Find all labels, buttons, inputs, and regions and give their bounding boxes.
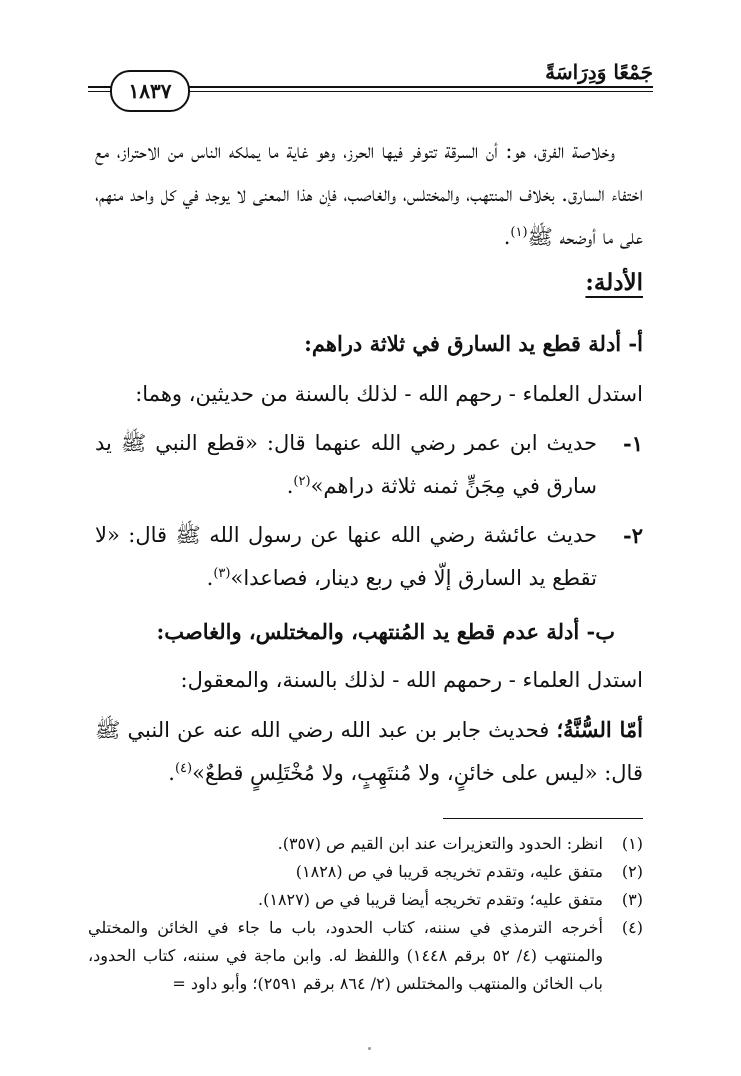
footnote-number: (٢)	[621, 862, 643, 881]
paragraph-end: .	[503, 225, 511, 249]
footnote-text: متفق عليه؛ وتقدم تخريجه أيضا قريبا في ص (١٨٢٧).	[258, 890, 603, 909]
paragraph-text: وخلاصة الفرق، هو: أن السرقة تتوفر فيها الحرز، وهو غاية ما يملكه الناس من الاحتراز، مع اختفاء السارق. بخلاف المنتهب، والمختلس، والغاصب، فإن هذا المعنى لا يوجد في كل واحد منهم، على ما أوضحه ﷺ	[95, 139, 643, 249]
footnote	[88, 886, 643, 914]
list-item	[95, 514, 643, 600]
list-item-text: حديث عائشة رضي الله عنها عن رسول الله ﷺ قال: «لا تقطع يد السارق إلّا في ربع دينار، فصاعدا»$^{(٣)}$.	[95, 523, 597, 590]
paragraph-sunnah: أمّا السُّنَّةُ؛ فحديث جابر بن عبد الله رضي الله عنه عن النبي ﷺ قال: «ليس على خائنٍ، ولا مُنتَهِبٍ، ولا مُخْتَلِسٍ قطعٌ»$^{(٤)}$.	[95, 717, 644, 785]
list-item	[95, 422, 643, 508]
footnote-ref: (٢)	[293, 474, 311, 489]
subheading-a: أ- أدلة قطع يد السارق في ثلاثة دراهم:	[304, 331, 643, 356]
footnotes	[88, 830, 643, 998]
footnote-ref: (٣)	[213, 566, 231, 581]
footnote-separator	[443, 818, 643, 819]
hadith-text: حديث ابن عمر رضي الله عنهما قال: «قطع النبي ﷺ يد سارق في مِجَنٍّ ثمنه ثلاثة دراهم»	[95, 431, 597, 498]
section-heading-evidence: الأدلة:	[585, 269, 643, 296]
list-item-text: حديث ابن عمر رضي الله عنهما قال: «قطع النبي ﷺ يد سارق في مِجَنٍّ ثمنه ثلاثة دراهم»$^{(٢)}$.	[95, 431, 597, 498]
footnote-text: انظر: الحدود والتعزيرات عند ابن القيم ص (٣٥٧).	[277, 834, 603, 853]
footnote	[88, 830, 643, 858]
paragraph-summary	[95, 130, 643, 259]
footnote-number: (١)	[621, 834, 643, 853]
list-item-number: ٢-	[623, 523, 643, 548]
page-header	[88, 60, 653, 116]
main-text	[95, 130, 643, 795]
footnote	[88, 914, 643, 998]
subheading-b: ب- أدلة عدم قطع يد المُنتهب، والمختلس، والغاصب:	[156, 619, 615, 644]
scan-dot	[368, 1047, 371, 1050]
paragraph-a-intro: استدل العلماء - رحهم الله - لذلك بالسنة من حديثين، وهما:	[135, 382, 643, 406]
paragraph-b-intro: استدل العلماء - رحمهم الله - لذلك بالسنة، والمعقول:	[180, 668, 643, 692]
footnote-text: متفق عليه، وتقدم تخريجه قريبا في ص (١٨٢٨)	[295, 862, 603, 881]
footnote-ref: (١)	[510, 225, 528, 240]
hadith-text: فحديث جابر بن عبد الله رضي الله عنه عن النبي ﷺ قال: «ليس على خائنٍ، ولا مُنتَهِبٍ، ولا مُخْتَلِسٍ قطعٌ»	[95, 718, 643, 785]
footnote-number: (٤)	[621, 918, 643, 937]
hadith-text: حديث عائشة رضي الله عنها عن رسول الله ﷺ قال: «لا تقطع يد السارق إلّا في ربع دينار، فصاعدا»	[95, 523, 597, 590]
footnote	[88, 858, 643, 886]
footnote-ref: (٤)	[174, 761, 193, 776]
sunnah-lead: أمّا السُّنَّةُ؛	[556, 717, 644, 742]
list-item-number: ١-	[623, 431, 643, 456]
footnote-number: (٣)	[621, 890, 643, 909]
running-title: جَمْعًا وَدِرَاسَةً	[545, 60, 653, 84]
footnote-text: أخرجه الترمذي في سننه، كتاب الحدود، باب ما جاء في الخائن والمختلي والمنتهب (٤/ ٥٢ برقم ١٤٤٨) واللفظ له. وابن ماجة في سننه، كتاب الحدود، باب الخائن والمنتهب والمختلس (٢/ ٨٦٤ برقم ٢٥٩١)؛ وأبو داود =	[88, 918, 603, 993]
page-number: ١٨٣٧	[110, 70, 190, 112]
